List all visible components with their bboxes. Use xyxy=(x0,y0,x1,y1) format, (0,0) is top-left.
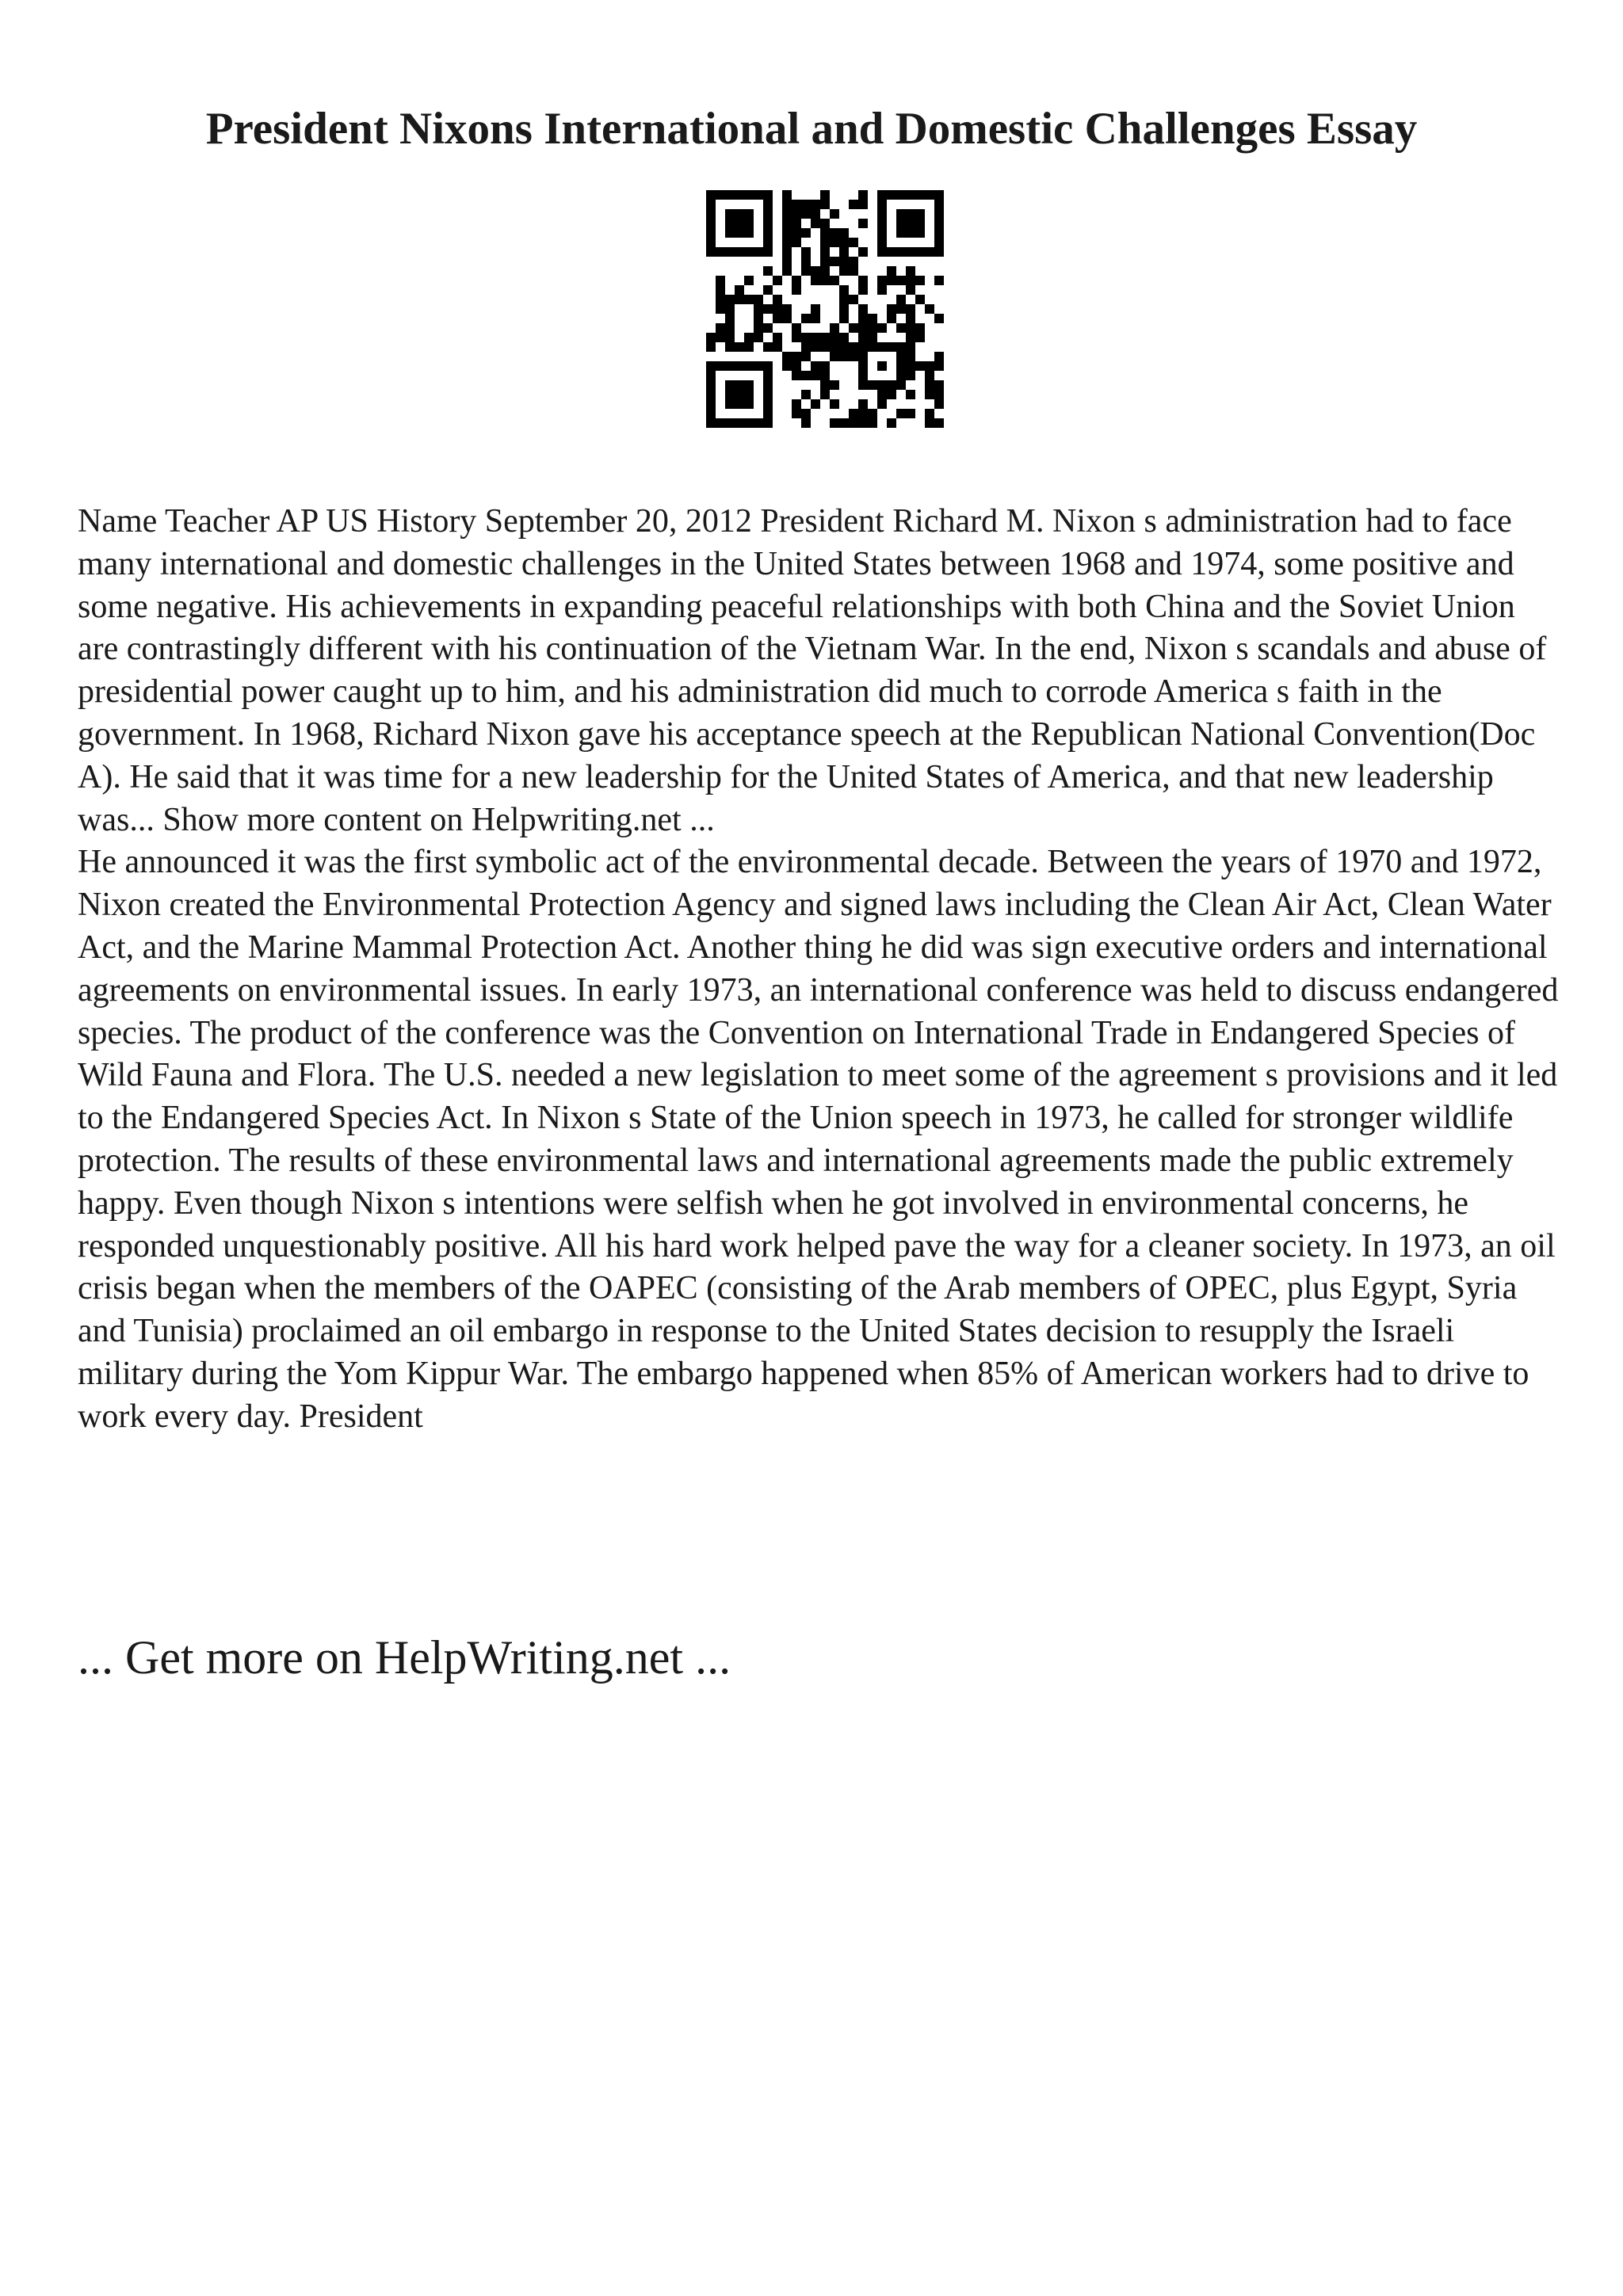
document-title: President Nixons International and Domestic Challenges Essay xyxy=(205,104,1418,154)
qr-code xyxy=(706,190,944,428)
essay-body xyxy=(78,501,1560,1439)
essay-paragraph-1: Name Teacher AP US History September 20, 2012 President Richard M. Nixon s administration had to face many international and domestic challenges in the United States between 1968 and 1974, some positive and some negative. His achievements in expanding peaceful relationships with both China and the Soviet Union are contrastingly different with his continuation of the Vietnam War. In the end, Nixon s scandals and abuse of presidential power caught up to him, and his administration did much to corrode America s faith in the government. In 1968, Richard Nixon gave his acceptance speech at the Republican National Convention(Doc A). He said that it was time for a new leadership for the United States of America, and that new leadership was... Show more content on Helpwriting.net ... xyxy=(78,503,1547,838)
essay-paragraph-2: He announced it was the first symbolic act of the environmental decade. Between the years of 1970 and 1972, Nixon created the Environmental Protection Agency and signed laws including the Clean Air Act, Clean Water Act, and the Marine Mammal Protection Act. Another thing he did was sign executive orders and international agreements on environmental issues. In early 1973, an international conference was held to discuss endangered species. The product of the conference was the Convention on International Trade in Endangered Species of Wild Fauna and Flora. The U.S. needed a new legislation to meet some of the agreement s provisions and it led to the Endangered Species Act. In Nixon s State of the Union speech in 1973, he called for stronger wildlife protection. The results of these environmental laws and international agreements made the public extremely happy. Even though Nixon s intentions were selfish when he got involved in environmental concerns, he responded unquestionably positive. All his hard work helped pave the way for a cleaner society. In 1973, an oil crisis began when the members of the OAPEC (consisting of the Arab members of OPEC, plus Egypt, Syria and Tunisia) proclaimed an oil embargo in response to the United States decision to resupply the Israeli military during the Yom Kippur War. The embargo happened when 85% of American workers had to drive to work every day. President xyxy=(78,844,1559,1435)
get-more-link[interactable]: ... Get more on HelpWriting.net ... xyxy=(78,1631,731,1684)
